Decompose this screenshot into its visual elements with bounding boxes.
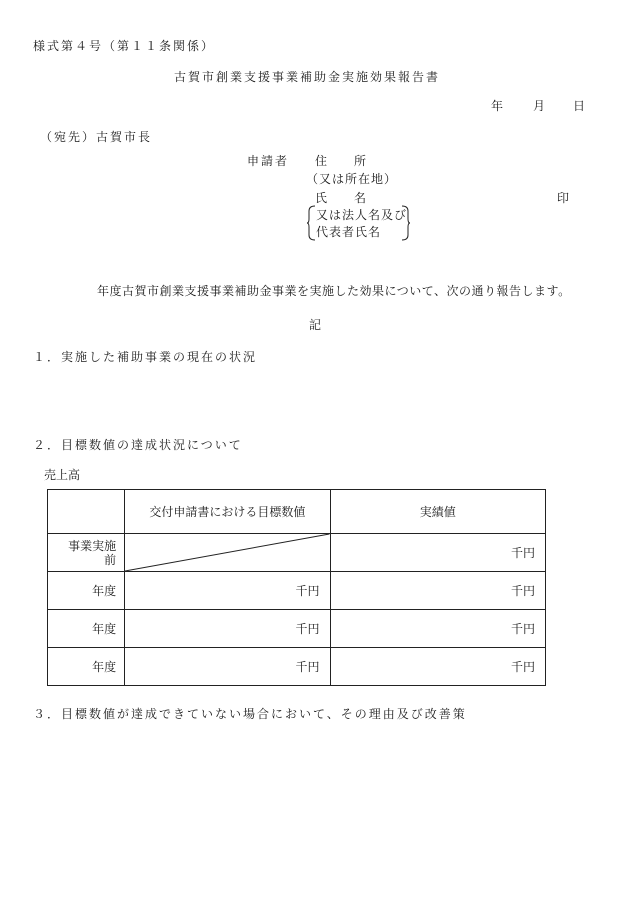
seal-mark: 印 <box>557 191 570 205</box>
name-label: 氏 名 <box>315 191 368 205</box>
row-label: 事業実施前 <box>48 534 125 572</box>
row-label: 年度 <box>48 572 125 610</box>
table-row <box>48 534 546 572</box>
address-note: （又は所在地） <box>306 172 398 186</box>
row-target-diagonal <box>125 534 330 572</box>
document-title: 古賀市創業支援事業補助金実施効果報告書 <box>174 70 441 84</box>
address-label: 住 所 <box>315 154 368 168</box>
form-number: 様式第４号（第１１条関係） <box>33 39 216 53</box>
name-note-line2: 代表者氏名 <box>316 225 382 239</box>
date-month: 月 <box>533 99 546 113</box>
table-header-row <box>48 490 546 534</box>
row-actual: 千円 <box>330 534 545 572</box>
ki-mark: 記 <box>309 318 322 332</box>
section-1-heading: １．実施した補助事業の現在の状況 <box>33 350 258 364</box>
table-row <box>48 648 546 686</box>
row-target: 千円 <box>125 610 330 648</box>
row-target: 千円 <box>125 648 330 686</box>
table-row <box>48 610 546 648</box>
row-actual: 千円 <box>330 572 545 610</box>
target-table <box>47 489 546 686</box>
row-actual: 千円 <box>330 610 545 648</box>
name-note-line1: 又は法人名及び <box>316 208 408 222</box>
sales-label: 売上高 <box>44 468 81 482</box>
date-day: 日 <box>573 99 586 113</box>
body-text: 年度古賀市創業支援事業補助金事業を実施した効果について、次の通り報告します。 <box>97 284 571 298</box>
header-target: 交付申請書における目標数値 <box>125 490 330 534</box>
diagonal-line <box>125 534 329 571</box>
header-cell-empty <box>48 490 125 534</box>
table-row <box>48 572 546 610</box>
row-target: 千円 <box>125 572 330 610</box>
addressee: （宛先）古賀市長 <box>40 130 153 144</box>
name-note-bracket <box>307 205 410 241</box>
row-label: 年度 <box>48 648 125 686</box>
applicant-label: 申請者 <box>247 154 290 168</box>
date-year: 年 <box>491 99 504 113</box>
row-label: 年度 <box>48 610 125 648</box>
section-2-heading: ２．目標数値の達成状況について <box>33 438 243 452</box>
row-actual: 千円 <box>330 648 545 686</box>
section-3-heading: ３．目標数値が達成できていない場合において、その理由及び改善策 <box>33 707 467 721</box>
header-actual: 実績値 <box>330 490 545 534</box>
